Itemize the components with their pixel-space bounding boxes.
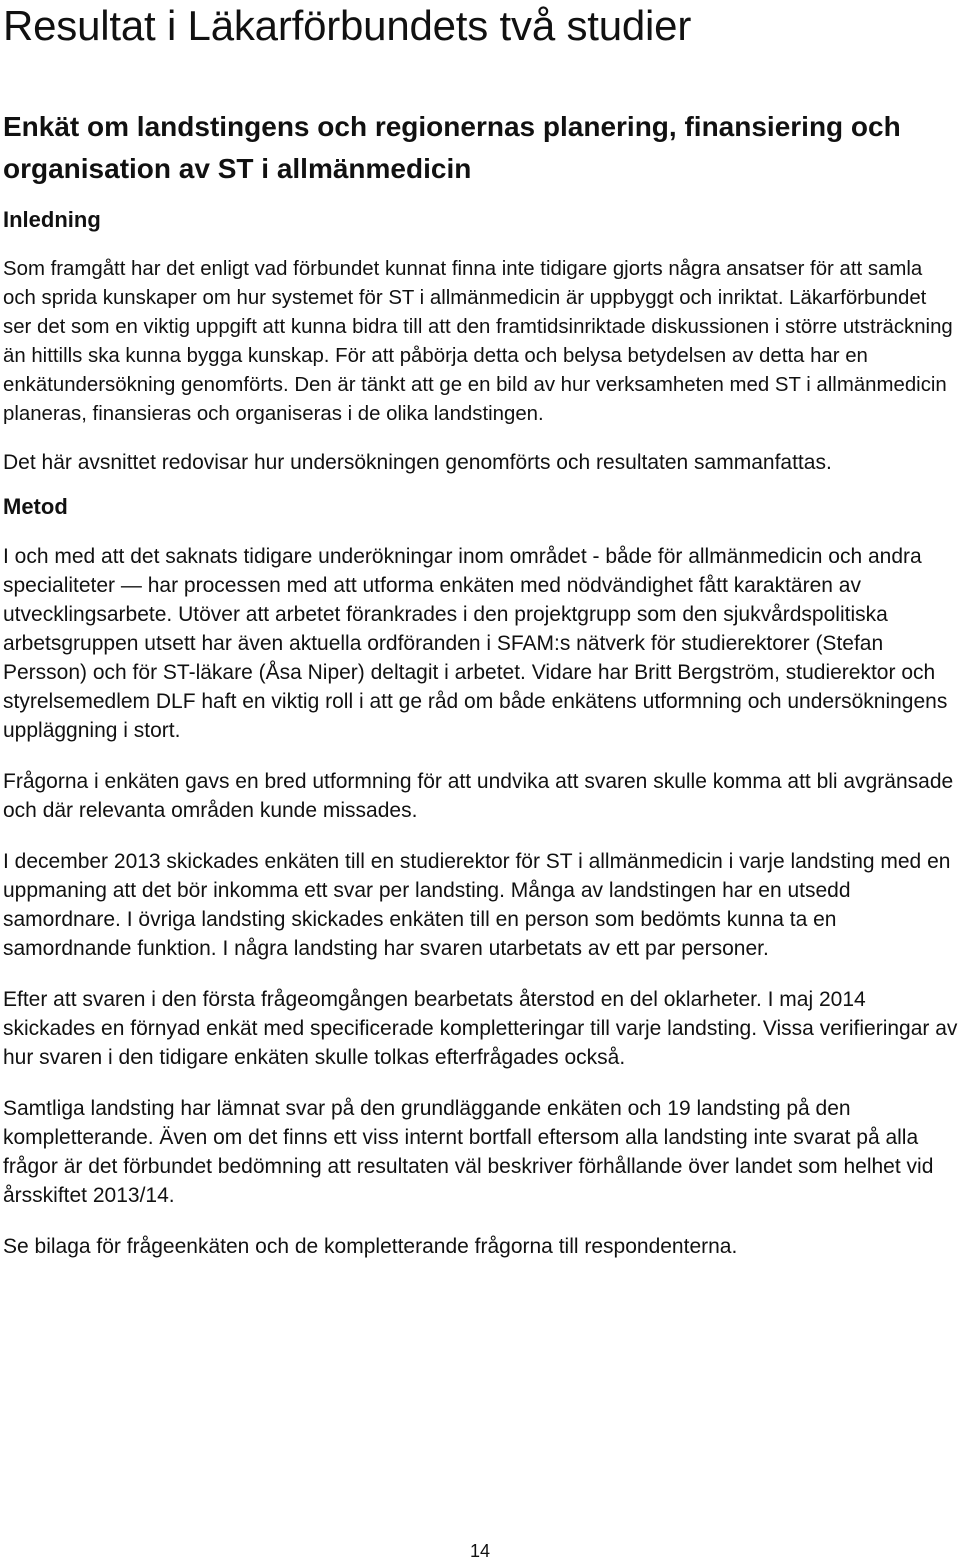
paragraph-metod-6: Se bilaga för frågeenkäten och de kompletterande frågorna till respondenterna.	[3, 1235, 738, 1258]
section-inledning	[3, 205, 959, 477]
section-heading-metod: Metod	[3, 494, 68, 519]
page-number: 14	[469, 1541, 491, 1561]
paragraph-metod-4: Efter att svaren i den första frågeomgången bearbetats återstod en del oklarheter. I maj 2014 skickades en förnyad enkät med specificerade kompletteringar till varje landsting. Vissa verifieringar av hur svaren i den tidigare enkäten skulle tolkas efterfrågades också.	[3, 988, 958, 1069]
paragraph-intro-1: Som framgått har det enligt vad förbundet kunnat finna inte tidigare gjorts några ansatser för att samla och sprida kunskaper om hur systemet för ST i allmänmedicin är uppbyggt och inriktat. Läkarförbundet ser det som en viktig uppgift att kunna bidra till att den framtidsinriktade diskussionen i större utsträckning än hittills ska kunna bygga kunskap. För att påbörja detta och belysa betydelsen av detta har en enkätundersökning genomförts. Den är tänkt att ge en bild av hur verksamheten med ST i allmänmedicin planeras, finansieras och organiseras i de olika landstingen.	[3, 258, 953, 425]
paragraph-intro-2: Det här avsnittet redovisar hur undersökningen genomförts och resultaten sammanfattas.	[3, 451, 832, 474]
document-page	[3, 0, 959, 1261]
paragraph-metod-1: I och med att det saknats tidigare underökningar inom området - både för allmänmedicin och andra specialiteter — har processen med att utforma enkäten med nödvändighet fått karaktären av utvecklingsarbete. Utöver att arbetet förankrades i den projektgrupp som den sjukvårdspolitiska arbetsgruppen utsett har även aktuella ordföranden i SFAM:s nätverk för studierektorer (Stefan Persson) och för ST-läkare (Åsa Niper) deltagit i arbetet. Vidare har Britt Bergström, studierektor och styrelsemedlem DLF haft en viktig roll i att ge råd om både enkätens utformning och undersökningens uppläggning i stort.	[3, 545, 948, 742]
document-subtitle: Enkät om landstingens och regionernas planering, finansiering och organisation av ST i allmänmedicin	[3, 111, 901, 184]
paragraph-metod-5: Samtliga landsting har lämnat svar på den grundläggande enkäten och 19 landsting på den kompletterande. Även om det finns ett viss internt bortfall eftersom alla landsting inte svarat på alla frågor är det förbundet bedömning att resultaten väl beskriver förhållande över landet som helhet vid årsskiftet 2013/14.	[3, 1097, 934, 1207]
paragraph-metod-3: I december 2013 skickades enkäten till en studierektor för ST i allmänmedicin i varje landsting med en uppmaning att det bör inkomma ett svar per landsting. Många av landstingen har en utsedd samordnare. I övriga landsting skickades enkäten till en person som bedömts kunna ta en samordnande funktion. I några landsting har svaren utarbetats av ett par personer.	[3, 850, 951, 960]
document-title: Resultat i Läkarförbundets två studier	[3, 2, 692, 49]
section-heading-inledning: Inledning	[3, 207, 101, 232]
section-metod	[3, 492, 959, 1261]
paragraph-metod-2: Frågorna i enkäten gavs en bred utformning för att undvika att svaren skulle komma att bli avgränsade och där relevanta områden kunde missades.	[3, 770, 954, 822]
